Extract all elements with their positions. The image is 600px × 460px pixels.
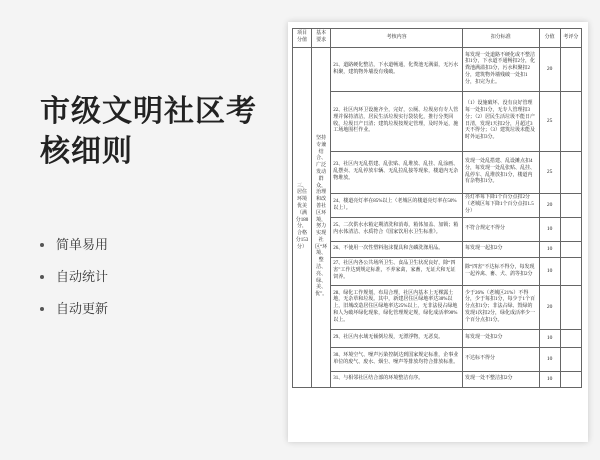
feature-label: 简单易用	[56, 237, 109, 252]
deduction-cell: 除“四害”不达标不得分，每发现一起养禽、畜、犬、鸽等扣2分	[463, 258, 540, 286]
content-cell: 30、环境空气、噪声污染控制达到国家规定标准，企事业单位的废气、废水、烟尘、噪声等排放均符合排放标准。	[331, 348, 463, 372]
table-row	[293, 286, 582, 330]
project-cell: 三、居住环境优美（满分180分，合格分153分）	[293, 48, 312, 388]
bullet-icon	[40, 307, 44, 311]
score-cell: 10	[539, 218, 560, 242]
table-row	[293, 330, 582, 348]
left-panel	[0, 0, 290, 460]
content-cell: 23、社区内无乱搭建、乱张贴、乱堆放、乱挂、乱涂画、乱摆卖、无乱停放车辆、无乱拉乱接等现象，楼道内无杂物堆放。	[331, 152, 463, 194]
header-score: 分值	[539, 29, 560, 48]
feature-list	[40, 236, 108, 332]
deduction-cell: 每发现一处道路不硬化或不整洁扣1分，下水道不通畅扣2分，化粪池满溢扣3分，污水积聚扣2分，建筑物外墙残破一处扣1分，扣完为止。	[463, 48, 540, 92]
deduction-cell: 每发现一起扣2分	[463, 242, 540, 258]
evaluation-cell	[560, 242, 581, 258]
requirement-cell: 坚持专兼结合、广泛发动群众，治理和改善社区环境，努力实现社区“环境、整洁、亮、绿、美、优”。	[312, 48, 331, 388]
score-cell: 10	[539, 372, 560, 388]
deduction-cell: 发现一处乱搭建、乱设摊点扣4分，每发现一处乱张贴、乱挂、乱停车、乱堆放扣1分，楼道内有杂物扣1分。	[463, 152, 540, 194]
evaluation-cell	[560, 92, 581, 152]
content-cell: 27、社区内各公共场所卫生、食品卫生状况良好，除“四害”工作达到规定标准，不养家禽，家畜，无证犬和无证饲养。	[331, 258, 463, 286]
evaluation-cell	[560, 48, 581, 92]
table-row	[293, 242, 582, 258]
deduction-cell: 每发现一处扣2分	[463, 330, 540, 348]
header-evaluation: 考评分	[560, 29, 581, 48]
table-header-row	[293, 29, 582, 48]
feature-item	[40, 236, 108, 268]
table-row	[293, 92, 582, 152]
evaluation-cell	[560, 152, 581, 194]
evaluation-cell	[560, 218, 581, 242]
deduction-cell: 发现一处不整洁扣2分	[463, 372, 540, 388]
content-cell: 24、楼道亮灯率在85%以上（老城区的楼道亮灯率在50%以上）。	[331, 194, 463, 218]
evaluation-cell	[560, 330, 581, 348]
bullet-icon	[40, 275, 44, 279]
assessment-table	[292, 28, 582, 388]
deduction-cell: （1）设施破坏、没有良好管理每一处扣1分，无专人管理扣3分；（2）居民生活垃圾不能日产日清，发现1天扣2分，月超过3天不得分；（3）建筑垃圾未能及时外运扣3分。	[463, 92, 540, 152]
content-cell: 26、不使用一次性塑料泡沫餐具和含磷洗涤用品。	[331, 242, 463, 258]
bullet-icon	[40, 243, 44, 247]
score-cell: 20	[539, 194, 560, 218]
page-title: 市级文明社区考核细则	[40, 95, 257, 168]
header-project: 项目分值	[293, 29, 312, 48]
score-cell: 10	[539, 242, 560, 258]
content-cell: 25、二次供水水箱定期清洗和消毒，箱体加盖、加锁；箱内水体清洁、水质符合《国家饮用水卫生标准》。	[331, 218, 463, 242]
feature-label: 自动更新	[56, 301, 109, 316]
content-cell: 21、道路硬化整洁，下水道畅通，化粪池无满溢，无污水积聚，建筑物外墙没有残破。	[331, 48, 463, 92]
feature-label: 自动统计	[56, 269, 109, 284]
table-row	[293, 218, 582, 242]
deduction-cell: 亮灯率每下降1个百分点扣2分（老城区每下降1个百分点扣1.5分）	[463, 194, 540, 218]
evaluation-cell	[560, 258, 581, 286]
content-cell: 29、社区内水域无倾倒垃圾，无漂浮物，无恶臭。	[331, 330, 463, 348]
evaluation-cell	[560, 194, 581, 218]
table-row	[293, 258, 582, 286]
content-cell: 28、绿化工作规划，布局合理，社区内基本上无裸露土地，无杂草和垃圾。其中，新建居住区绿地率达30%以上，旧城改造居住区绿地率达25%以上，无非法侵占绿地和人为破坏绿化现象，绿化管理规定规，绿化成活率90%以上。	[331, 286, 463, 330]
table-row	[293, 194, 582, 218]
score-cell: 20	[539, 286, 560, 330]
feature-item	[40, 268, 108, 300]
document-preview	[288, 22, 588, 442]
table-row	[293, 372, 582, 388]
table-row	[293, 48, 582, 92]
score-cell: 10	[539, 258, 560, 286]
deduction-cell: 不达标不得分	[463, 348, 540, 372]
score-cell: 20	[539, 48, 560, 92]
content-cell: 22、社区内环卫设施齐全，完好，公厕、垃圾房有专人管理并保持清洁，居民生活垃圾实行袋装化，推行分类回收，垃圾日产日清；建筑垃圾按规定管理，及时外运，施工场地围栏作业。	[331, 92, 463, 152]
feature-item	[40, 300, 108, 332]
header-content: 考核内容	[331, 29, 463, 48]
deduction-cell: 不符合规定不得分	[463, 218, 540, 242]
score-cell: 10	[539, 348, 560, 372]
table-row	[293, 348, 582, 372]
evaluation-cell	[560, 348, 581, 372]
deduction-cell: 少于26%（老城区21%）不得分，少于每扣1分，每少于1个百分点扣1分；非法占绿、毁绿的发现1次扣2分，绿化成活率少一个百分点扣1分。	[463, 286, 540, 330]
table-row	[293, 152, 582, 194]
header-requirement: 基本要求	[312, 29, 331, 48]
evaluation-cell	[560, 372, 581, 388]
score-cell: 25	[539, 152, 560, 194]
evaluation-cell	[560, 286, 581, 330]
score-cell: 10	[539, 330, 560, 348]
header-deduction: 扣分标准	[463, 29, 540, 48]
score-cell: 25	[539, 92, 560, 152]
content-cell: 31、与相邻社区结合部的环境整洁有序。	[331, 372, 463, 388]
